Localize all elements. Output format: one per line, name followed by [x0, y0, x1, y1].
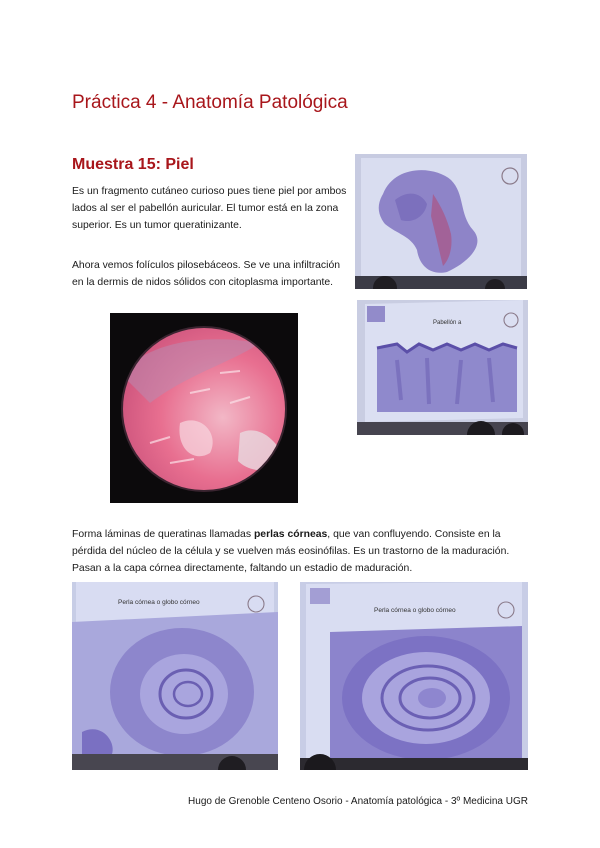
slide-label-pearl-left: Perla córnea o globo córneo: [118, 599, 200, 606]
slide-label-pearl-right: Perla córnea o globo córneo: [374, 607, 456, 614]
paragraph3-after: , que van confluyendo. Consiste en la pérdida del núcleo de la célula y se vuelven más eosinófilas. Es un trastorno de la maduración. Pasan a la capa córnea directamente, faltando un estadio de maduración.: [72, 529, 510, 574]
paragraph-pilosebaceous: Ahora vemos folículos pilosebáceos. Se ve una infiltración en la dermis de nidos sólidos con citoplasma importante.: [72, 260, 340, 288]
page-footer: Hugo de Grenoble Centeno Osorio - Anatomía patológica - 3º Medicina UGR: [188, 796, 528, 807]
photo-microscope-view: [110, 313, 298, 503]
paragraph-horn-pearls: [72, 526, 534, 577]
photo-keratin-pearl-right: [300, 582, 528, 770]
section-heading: Muestra 15: Piel: [72, 156, 194, 173]
photo-slide-follicles: [357, 300, 528, 435]
term-perlas-corneas: perlas córneas: [253, 529, 328, 540]
photo-slide-overview: [355, 154, 527, 289]
photo-keratin-pearl-left: [72, 582, 278, 770]
paragraph-ear-fragment: Es un fragmento cutáneo curioso pues tiene piel por ambos lados al ser el pabellón auricular. El tumor está en la zona superior. Es un tumor queratinizante.: [72, 186, 347, 231]
slide-label-overview: Pabellón a: [433, 320, 462, 326]
paragraph3-before: Forma láminas de queratinas llamadas: [72, 529, 254, 540]
page-title: Práctica 4 - Anatomía Patológica: [72, 92, 348, 113]
